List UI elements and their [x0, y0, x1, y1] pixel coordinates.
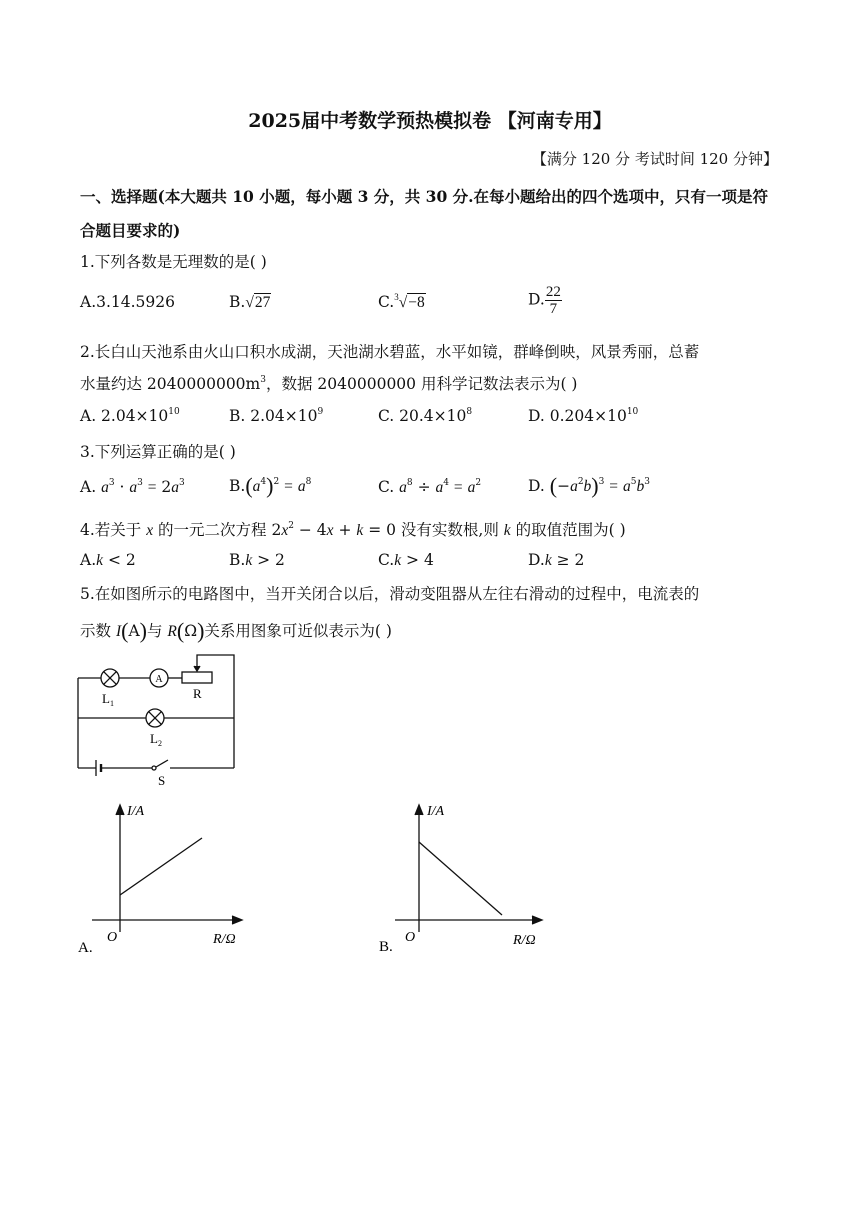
graph-option-b [375, 795, 565, 960]
question-2-line2: 水量约达 $2040000000m^3$，数据 2040000000 用科学记数法表示为( ) [80, 375, 578, 393]
graph-b-xlabel: R/Ω [513, 933, 536, 948]
graph-a-origin: O [107, 930, 118, 945]
question-5-line1: 5.在如图所示的电路图中，当开关闭合以后，滑动变阻器从左往右滑动的过程中，电流表的 [80, 585, 700, 603]
q1-option-a: A.3.14.5926 [80, 293, 176, 311]
q3-option-c: C. $a^8 \div a^4 = a^2$ [378, 478, 482, 496]
graph-option-a [70, 795, 260, 960]
exam-title: 2025届中考数学预热模拟卷 【河南专用】 [248, 110, 612, 132]
switch-label: S [158, 773, 166, 788]
q1-option-b: B.√27 [229, 293, 271, 311]
graph-a-ylabel: I/A [127, 804, 145, 819]
q2-option-a: A. $2.04\times 10^{10}$ [80, 407, 180, 425]
section-heading: 一、选择题(本大题共 10 小题，每小题 3 分，共 30 分.在每小题给出的四个选项中，只有一项是符合题目要求的) [80, 187, 769, 240]
q1-option-c: C.$^3$√−8 [378, 292, 425, 311]
l2-label: $L_2$ [150, 731, 162, 748]
q1-option-d: D. $\frac{22}{7}$ [528, 284, 561, 317]
q3-option-b: $B.(a^4)^2 = a^8$ [229, 473, 312, 498]
resistor-label: R [193, 686, 202, 701]
question-2-line1: 2.长白山天池系由火山口积水成湖，天池湖水碧蓝，水平如镜，群峰倒映，风景秀丽，总蓄 [80, 343, 700, 361]
question-4-stem: 4.若关于 x 的一元二次方程 $2x^2 - 4x + k = 0$ 没有实数根,则 k 的取值范围为( ) [80, 521, 626, 539]
graph-a-option-label: A. [78, 940, 93, 956]
graph-b-origin: O [405, 930, 416, 945]
ammeter-label: A [155, 674, 163, 685]
q2-option-d: D. $0.204\times 10^{10}$ [528, 407, 639, 425]
question-5-line2: 示数 I(A)与 R(Ω)关系用图象可近似表示为( ) [80, 618, 392, 643]
q3-option-d: D. $(-a^2b)^3 = a^5b^3$ [528, 473, 650, 498]
exam-meta: 【满分 120 分 考试时间 120 分钟】 [531, 150, 778, 168]
question-1-stem: 1.下列各数是无理数的是( ) [80, 253, 267, 271]
q4-option-b: B.k > 2 [229, 551, 285, 569]
q3-option-a: A. $a^3 \cdot a^3 = 2a^3$ [80, 478, 185, 496]
graph-a-xlabel: R/Ω [213, 932, 236, 947]
circuit-diagram [70, 648, 250, 788]
l1-label: $L_1$ [102, 691, 114, 708]
q4-option-d: D.k ≥ 2 [528, 551, 585, 569]
q2-option-c: C. $20.4\times 10^8$ [378, 407, 473, 425]
q2-option-b: B. $2.04\times 10^9$ [229, 407, 324, 425]
q4-option-a: A.k < 2 [80, 551, 136, 569]
question-3-stem: 3.下列运算正确的是( ) [80, 443, 236, 461]
graph-b-ylabel: I/A [427, 804, 445, 819]
q4-option-c: C.k > 4 [378, 551, 434, 569]
graph-b-option-label: B. [379, 939, 393, 955]
